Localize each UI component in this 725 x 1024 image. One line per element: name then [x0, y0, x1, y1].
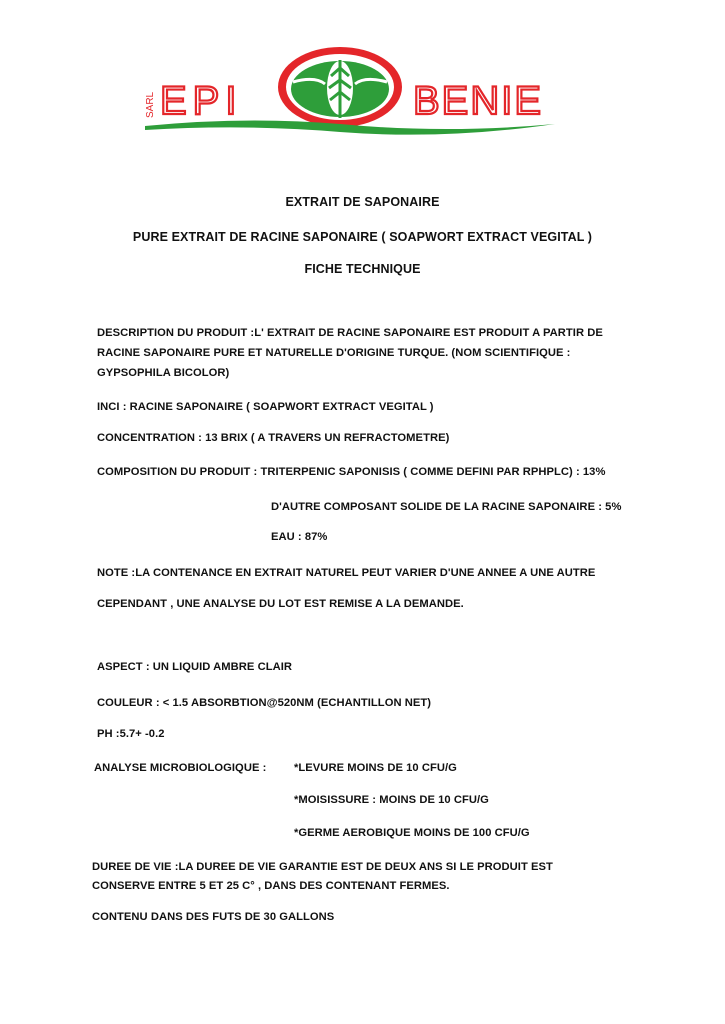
description-line-3: GYPSOPHILA BICOLOR) [97, 367, 230, 379]
micro-label: ANALYSE MICROBIOLOGIQUE : [94, 762, 267, 774]
sheet-title: FICHE TECHNIQUE [304, 262, 421, 276]
logo-benie-text: BENIE [413, 79, 544, 123]
description-line-1: DESCRIPTION DU PRODUIT :L' EXTRAIT DE RACINE SAPONAIRE EST PRODUIT A PARTIR DE [97, 327, 603, 339]
micro-item-levure: *LEVURE MOINS DE 10 CFU/G [294, 762, 457, 774]
micro-item-germe: *GERME AEROBIQUE MOINS DE 100 CFU/G [294, 827, 530, 839]
concentration-line: CONCENTRATION : 13 BRIX ( A TRAVERS UN REFRACTOMETRE) [97, 432, 450, 444]
micro-item-moisissure: *MOISISSURE : MOINS DE 10 CFU/G [294, 794, 489, 806]
duree-line-1: DUREE DE VIE :LA DUREE DE VIE GARANTIE EST DE DEUX ANS SI LE PRODUIT EST [92, 861, 553, 873]
wheat-emblem [278, 47, 402, 127]
note-line-1: NOTE :LA CONTENANCE EN EXTRAIT NATUREL PEUT VARIER D'UNE ANNEE A UNE AUTRE [97, 567, 596, 579]
composition-line-1: COMPOSITION DU PRODUIT : TRITERPENIC SAPONISIS ( COMME DEFINI PAR RPHPLC) : 13% [97, 466, 606, 478]
document-title: EXTRAIT DE SAPONAIRE [285, 195, 440, 209]
ph-line: PH :5.7+ -0.2 [97, 728, 165, 740]
document-subtitle: PURE EXTRAIT DE RACINE SAPONAIRE ( SOAPWORT EXTRACT VEGITAL ) [132, 230, 593, 244]
aspect-line: ASPECT : UN LIQUID AMBRE CLAIR [97, 661, 292, 673]
composition-line-2: D'AUTRE COMPOSANT SOLIDE DE LA RACINE SAPONAIRE : 5% [271, 501, 622, 513]
epi-benie-logo [135, 38, 560, 138]
couleur-line: COULEUR : < 1.5 ABSORBTION@520NM (ECHANTILLON NET) [97, 697, 432, 709]
duree-line-2: CONSERVE ENTRE 5 ET 25 C° , DANS DES CONTENANT FERMES. [92, 880, 450, 892]
inci-line: INCI : RACINE SAPONAIRE ( SOAPWORT EXTRACT VEGITAL ) [97, 401, 434, 413]
logo-epi-text: EPI [160, 79, 243, 123]
contenu-line: CONTENU DANS DES FUTS DE 30 GALLONS [92, 911, 335, 923]
description-line-2: RACINE SAPONAIRE PURE ET NATURELLE D'ORIGINE TURQUE. (NOM SCIENTIFIQUE : [97, 347, 571, 359]
note-line-2: CEPENDANT , UNE ANALYSE DU LOT EST REMISE A LA DEMANDE. [97, 598, 464, 610]
logo-sarl-text: SARL [145, 91, 156, 118]
composition-line-3: EAU : 87% [271, 531, 328, 543]
